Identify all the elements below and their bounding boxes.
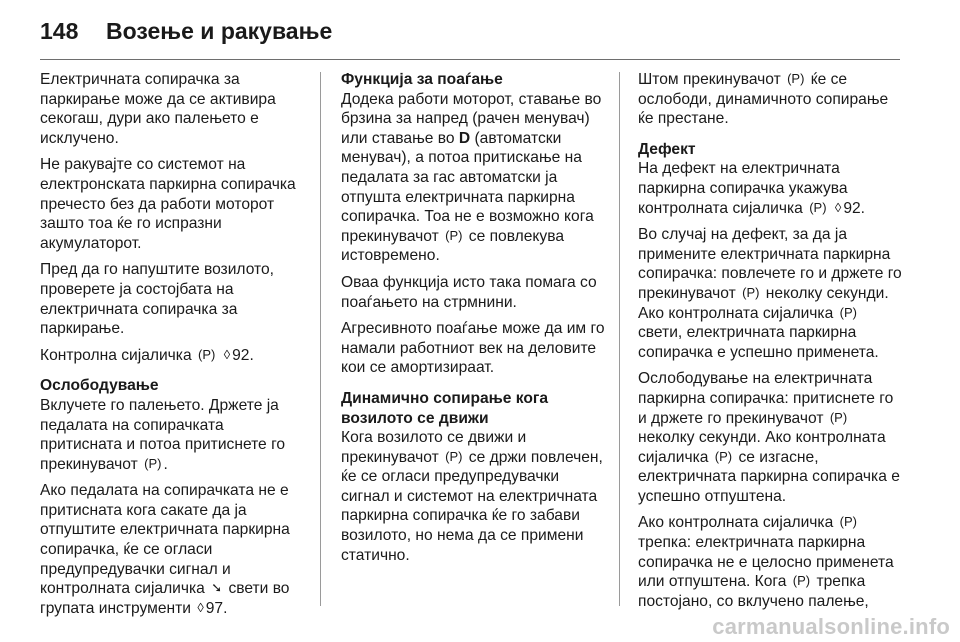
column-divider-right — [619, 72, 620, 606]
wrench-icon: ➘ — [211, 580, 223, 596]
section-heading-start-function: Функција за поаѓање — [341, 71, 503, 88]
section-heading-dynamic-braking: Динамично сопирање кога возилото се движи — [341, 389, 549, 427]
paragraph: Агресивното поаѓање може да им го намали работниот век на деловите кои се амортизираат. — [341, 320, 605, 377]
parking-brake-icon: (P) — [714, 448, 733, 464]
parking-brake-icon: (P) — [839, 304, 857, 320]
paragraph-text: свети во групата инструменти — [40, 580, 290, 617]
paragraph-text: неколку секунди. Ако контролната сијаличка — [638, 284, 889, 322]
paragraph-text: неколку секунди. Ако контролната сијаличка — [638, 429, 886, 466]
paragraph-text: трепка: електричната паркирна сопирачка не е целосно применета или отпуштена. Кога — [638, 534, 894, 591]
paragraph-text: трепка постојано, со вклучено палење, — [638, 573, 869, 610]
paragraph — [638, 70, 906, 129]
page-reference-icon: ◊ — [223, 346, 231, 362]
paragraph-text: Ослободување на електричната паркирна сопирачка: притиснете го и држете го прекинувачот — [638, 370, 894, 427]
paragraph-text: (автоматски менувач), а потоа притискање на педалата за гас автоматски ја отпушта електричната паркирна сопирачка. Тоа не е возможно кога прекинувачот — [341, 129, 594, 245]
paragraph — [638, 225, 906, 362]
parking-brake-icon: (P) — [445, 227, 463, 243]
parking-brake-icon: (P) — [792, 573, 811, 589]
paragraph — [40, 481, 304, 618]
parking-brake-icon: (P) — [144, 455, 162, 471]
paragraph — [40, 346, 304, 366]
paragraph: Електричната сопирачка за паркирање може да се активира секогаш, дури ако палењето е исклучено. — [40, 71, 276, 147]
parking-brake-icon: (P) — [445, 448, 463, 464]
paragraph — [638, 513, 906, 611]
paragraph-text: Ако контролната сијаличка — [638, 514, 834, 532]
paragraph — [40, 396, 304, 474]
paragraph: Оваа функција исто така помага со поаѓањето на стрмнини. — [341, 273, 597, 311]
column-right — [638, 70, 906, 618]
paragraph-text: Контролна сијаличка — [40, 346, 192, 364]
paragraph-text: Ако педалата на сопирачката не е притисната кога сакате да ја отпуштите електричната паркирна сопирачка, ќе се огласи предупредувачки сигнал и контролната сијаличка — [40, 482, 290, 598]
column-left — [40, 70, 304, 625]
page-header — [40, 18, 332, 48]
parking-brake-icon: (P) — [742, 284, 760, 300]
parking-brake-warning-icon: (P) — [809, 199, 827, 215]
paragraph-text: Додека работи моторот, ставање во брзина за напред (рачен менувач) или ставање во — [341, 90, 602, 147]
watermark: carmanualsonline.info — [712, 614, 950, 639]
paragraph — [341, 90, 605, 266]
paragraph-text: . — [163, 455, 168, 473]
gear-d-label: D — [458, 129, 471, 147]
paragraph — [638, 159, 906, 218]
parking-brake-icon: (P) — [198, 346, 216, 362]
paragraph-text: се држи повлечен, ќе се огласи предупредувачки сигнал и системот на електричната паркирна сопирачка ќе го забави возилото, но нема да се примени статично. — [341, 448, 603, 564]
paragraph-text: свети, електричната паркирна сопирачка е успешно применета. — [638, 324, 879, 361]
paragraph — [638, 369, 906, 506]
header-divider — [40, 59, 900, 60]
page-number: 148 — [40, 18, 79, 44]
parking-brake-icon: (P) — [839, 514, 857, 530]
page-reference-icon: ◊ — [197, 599, 204, 615]
paragraph-text: се повлекува истовремено. — [341, 227, 564, 265]
paragraph: Не ракувајте со системот на електронската паркирна сопирачка пречесто без да работи моторот зашто тоа ќе го испразни акумулаторот. — [40, 156, 296, 252]
paragraph-text: Вклучете го палењето. Држете ја педалата на сопирачката притисната и потоа притиснете го прекинувачот — [40, 396, 286, 473]
paragraph-text: Во случај на дефект, за да ја примените електричната паркирна сопирачка: повлечете го и држете го прекинувачот — [638, 226, 902, 302]
page-reference-icon: ◊ — [834, 199, 842, 215]
column-middle — [341, 70, 605, 572]
paragraph-text: Штом прекинувачот — [638, 71, 781, 88]
page-reference-link[interactable]: 92. — [232, 346, 254, 364]
page-reference-link[interactable]: 92. — [843, 199, 866, 217]
paragraph-text: се изгасне, електричната паркирна сопирачка е успешно отпуштена. — [638, 448, 900, 505]
section-heading-fault: Дефект — [638, 140, 696, 158]
column-divider-left — [320, 72, 321, 606]
page-title: Возење и ракување — [106, 18, 333, 44]
paragraph: Пред да го напуштите возилото, проверете ја состојбата на електричната сопирачка за паркирање. — [40, 261, 274, 338]
parking-brake-icon: (P) — [787, 71, 805, 86]
parking-brake-icon: (P) — [829, 409, 848, 425]
section-heading-release: Ослободување — [40, 377, 159, 395]
paragraph-text: Кога возилото се движи и прекинувачот — [341, 429, 527, 466]
paragraph-text: ќе се ослободи, динамичното сопирање ќе престане. — [638, 71, 889, 128]
page-reference-link[interactable]: 97. — [205, 599, 228, 617]
paragraph-text: На дефект на електричната паркирна сопирачка укажува контролната сијаличка — [638, 160, 848, 217]
paragraph — [341, 428, 605, 565]
